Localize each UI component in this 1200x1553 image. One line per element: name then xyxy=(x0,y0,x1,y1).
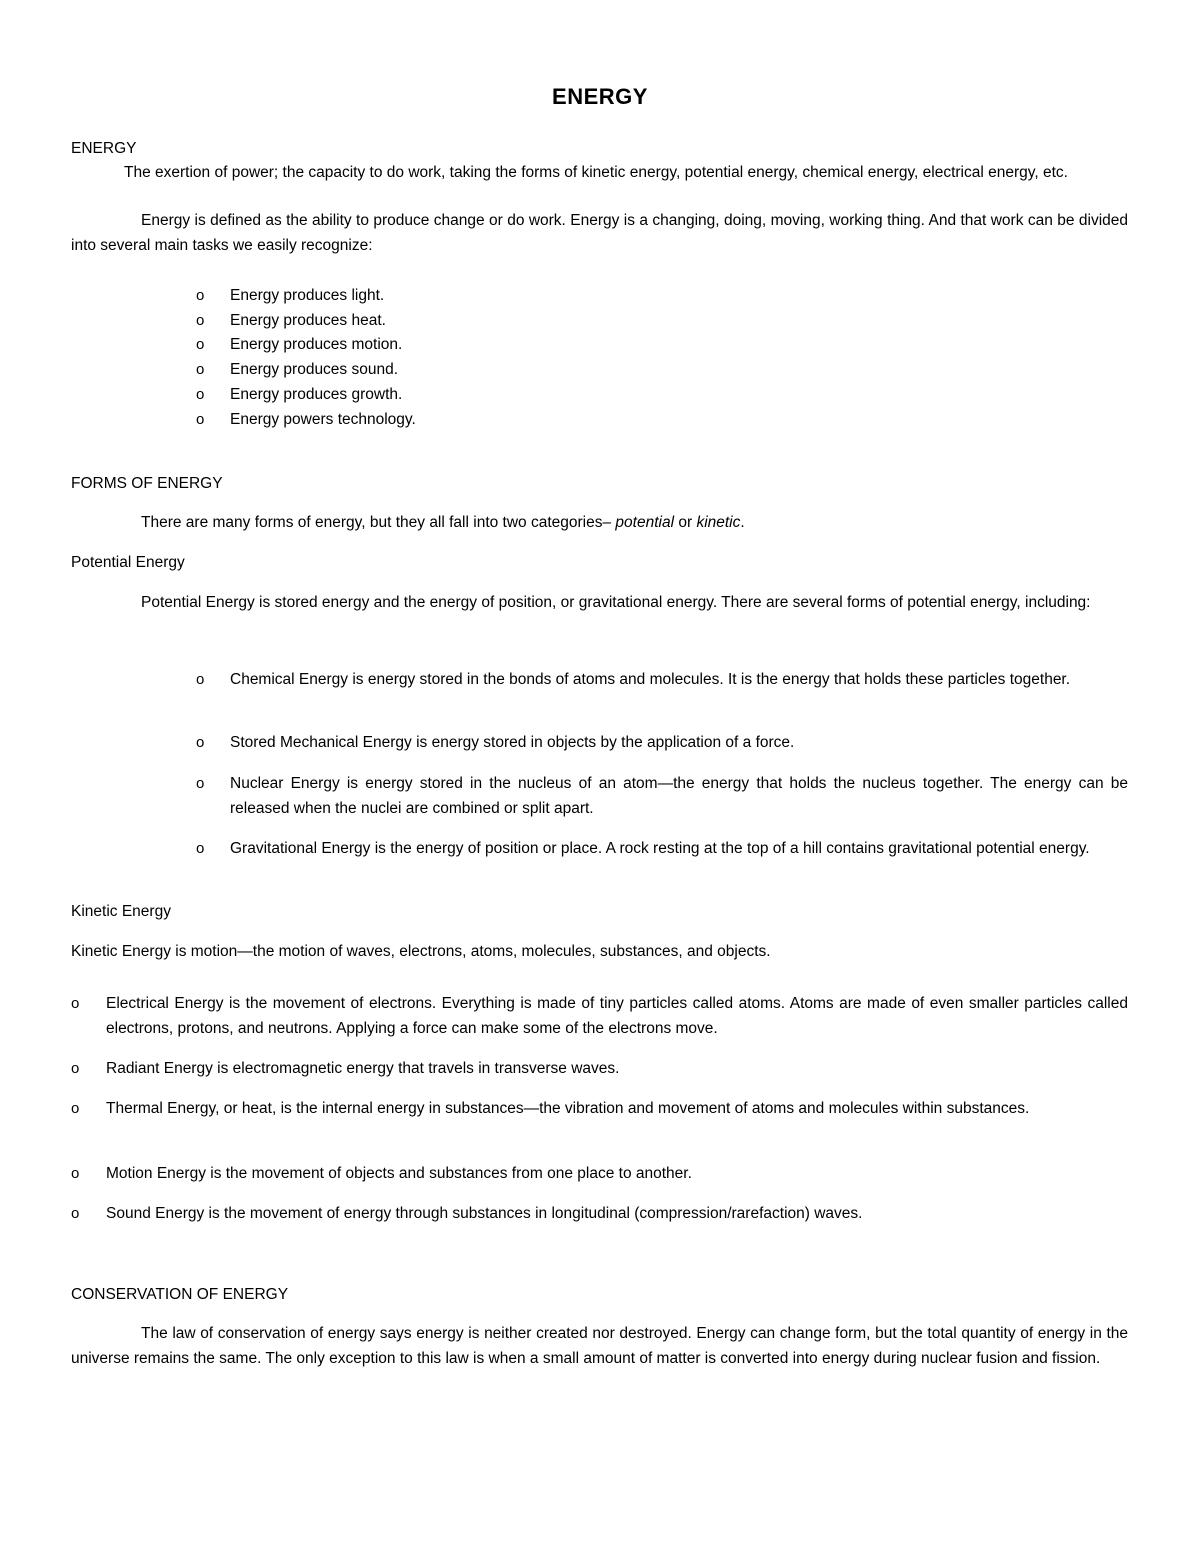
forms-period: . xyxy=(740,514,745,531)
bullet-marker: o xyxy=(196,411,205,428)
document-title: ENERGY xyxy=(552,84,648,109)
bullet-marker: o xyxy=(196,361,205,378)
section-heading-potential: Potential Energy xyxy=(71,554,185,571)
potential-paragraph xyxy=(71,591,1128,616)
forms-kinetic-word: kinetic xyxy=(696,514,741,531)
bullet-marker: o xyxy=(71,1100,80,1117)
energy-definition xyxy=(71,161,1128,186)
list-item: Electrical Energy is the movement of electrons. Everything is made of tiny particles called atoms. Atoms are made of even smaller particles called electrons, protons, and neutrons. Applying a force can make some of the electrons move. xyxy=(106,995,1128,1037)
section-heading-forms: FORMS OF ENERGY xyxy=(71,475,223,492)
list-item: Energy produces growth. xyxy=(230,386,403,403)
potential-paragraph-text: Potential Energy is stored energy and the energy of position, or gravitational energy. There are several forms of potential energy, including: xyxy=(141,594,1091,611)
list-item: Thermal Energy, or heat, is the internal energy in substances—the vibration and movement of atoms and molecules within substances. xyxy=(106,1100,1030,1117)
list-item: Energy produces motion. xyxy=(230,336,403,353)
bullet-marker: o xyxy=(196,287,205,304)
list-item: Sound Energy is the movement of energy through substances in longitudinal (compression/rarefaction) waves. xyxy=(106,1205,863,1222)
energy-paragraph-text: Energy is defined as the ability to produce change or do work. Energy is a changing, doing, moving, working thing. And that work can be divided into several main tasks we easily recognize: xyxy=(71,212,1128,254)
forms-paragraph xyxy=(71,511,1128,536)
bullet-marker: o xyxy=(196,312,205,329)
list-item: Nuclear Energy is energy stored in the nucleus of an atom—the energy that holds the nucleus together. The energy can be released when the nuclei are combined or split apart. xyxy=(230,775,1128,817)
section-heading-conservation: CONSERVATION OF ENERGY xyxy=(71,1286,289,1303)
list-item: Gravitational Energy is the energy of position or place. A rock resting at the top of a hill contains gravitational potential energy. xyxy=(230,840,1090,857)
bullet-marker: o xyxy=(196,734,205,751)
list-item: Energy produces heat. xyxy=(230,312,386,329)
bullet-marker: o xyxy=(196,840,205,857)
kinetic-paragraph: Kinetic Energy is motion—the motion of waves, electrons, atoms, molecules, substances, and objects. xyxy=(71,943,771,960)
list-item: Radiant Energy is electromagnetic energy that travels in transverse waves. xyxy=(106,1060,620,1077)
forms-text: There are many forms of energy, but they all fall into two categories– xyxy=(141,514,616,531)
bullet-marker: o xyxy=(196,775,205,792)
bullet-marker: o xyxy=(196,671,205,688)
energy-paragraph xyxy=(71,209,1128,258)
list-item: Energy produces sound. xyxy=(230,361,399,378)
list-item: Stored Mechanical Energy is energy stored in objects by the application of a force. xyxy=(230,734,795,751)
bullet-marker: o xyxy=(71,1205,80,1222)
bullet-marker: o xyxy=(196,386,205,403)
list-item: Energy powers technology. xyxy=(230,411,416,428)
bullet-marker: o xyxy=(71,995,80,1012)
section-heading-energy: ENERGY xyxy=(71,140,137,157)
forms-potential-word: potential xyxy=(615,514,675,531)
bullet-marker: o xyxy=(196,336,205,353)
section-heading-kinetic: Kinetic Energy xyxy=(71,903,171,920)
list-item: Motion Energy is the movement of objects and substances from one place to another. xyxy=(106,1165,692,1182)
conservation-paragraph xyxy=(71,1322,1128,1371)
bullet-marker: o xyxy=(71,1060,80,1077)
list-item: Energy produces light. xyxy=(230,287,385,304)
forms-or-word: or xyxy=(674,514,697,531)
bullet-marker: o xyxy=(71,1165,80,1182)
conservation-paragraph-text: The law of conservation of energy says energy is neither created nor destroyed. Energy can change form, but the total quantity of energy in the universe remains the same. The only exception to this law is when a small amount of matter is converted into energy during nuclear fusion and fission. xyxy=(71,1325,1128,1367)
list-item: Chemical Energy is energy stored in the bonds of atoms and molecules. It is the energy that holds these particles together. xyxy=(230,671,1071,688)
energy-definition-text: The exertion of power; the capacity to do work, taking the forms of kinetic energy, potential energy, chemical energy, electrical energy, etc. xyxy=(124,164,1068,181)
